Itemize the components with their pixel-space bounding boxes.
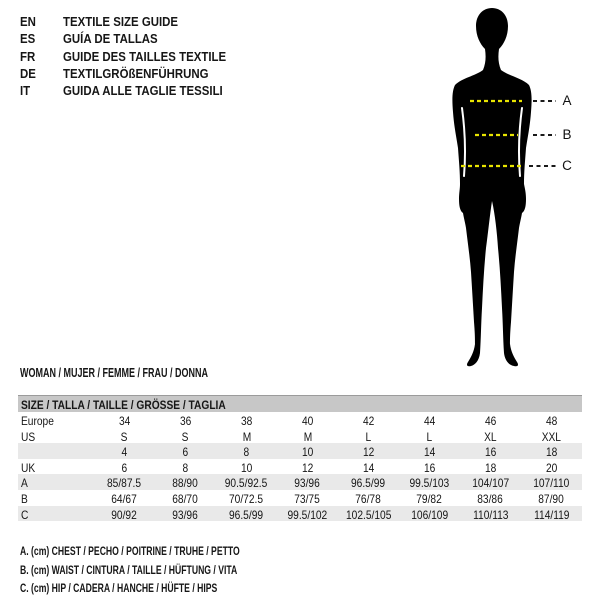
cell-value: 14 [362, 460, 375, 475]
legend-line-waist [20, 561, 325, 580]
silhouette [452, 8, 531, 366]
cell-value: 18 [545, 445, 558, 460]
cell-value: 8 [243, 445, 250, 460]
cell-value: 4 [121, 445, 128, 460]
table-cell [277, 506, 338, 524]
table-cell [399, 506, 460, 524]
table-row [18, 428, 582, 444]
language-list [20, 13, 248, 99]
cell-value: 99.5/102 [287, 507, 328, 522]
language-code: DE [20, 65, 36, 81]
table-cell [338, 506, 399, 524]
cell-value: 16 [484, 445, 497, 460]
language-title: TEXTILE SIZE GUIDE [63, 14, 179, 29]
cell-value: 93/96 [172, 507, 199, 522]
figure-label-c: C [562, 158, 572, 173]
table-cell [521, 506, 582, 524]
cell-value: 90.5/92.5 [225, 476, 268, 491]
row-label: US [21, 429, 36, 444]
cell-value: 107/110 [533, 476, 570, 491]
cell-value: 40 [301, 414, 314, 428]
cell-value: 93/96 [294, 476, 321, 491]
cell-value: 96.5/99 [229, 507, 264, 522]
table-cell [155, 506, 216, 524]
language-title: GUIDE DES TAILLES TEXTILE [63, 48, 227, 64]
cell-value: 18 [484, 460, 497, 475]
cell-value: 8 [182, 460, 189, 475]
cell-value: 16 [423, 460, 436, 475]
language-row [20, 13, 248, 30]
table-cell [216, 506, 277, 524]
cell-value: 79/82 [416, 491, 443, 506]
language-row [20, 82, 248, 99]
cell-value: 76/78 [355, 491, 382, 506]
table-cell [460, 506, 521, 524]
size-table-header-text: SIZE / TALLA / TAILLE / GRÖSSE / TAGLIA [21, 398, 226, 412]
woman-silhouette-figure [430, 0, 600, 380]
language-title: GUIDA ALLE TAGLIE TESSILI [63, 83, 223, 99]
language-title: TEXTILGRÖßENFÜHRUNG [63, 65, 209, 81]
cell-value: 83/86 [477, 491, 504, 506]
cell-value: 64/67 [111, 491, 138, 506]
table-cell [94, 506, 155, 524]
figure-label-b: B [562, 127, 572, 142]
row-label-cell [18, 506, 94, 524]
cell-value: 12 [362, 445, 375, 460]
language-code: FR [20, 48, 36, 64]
cell-value: 88/90 [172, 476, 199, 491]
language-row [20, 65, 248, 82]
cell-value: S [121, 429, 128, 444]
table-row [18, 506, 582, 522]
cell-value: 44 [423, 414, 436, 428]
size-table-body [18, 412, 582, 521]
cell-value: 36 [179, 414, 192, 428]
cell-value: 10 [240, 460, 253, 475]
figure-label-a: A [562, 93, 572, 108]
cell-value: 70/72.5 [229, 491, 264, 506]
cell-value: 42 [362, 414, 375, 428]
cell-value: 110/113 [472, 507, 509, 522]
cell-value: 12 [301, 460, 314, 475]
cell-value: 90/92 [111, 507, 138, 522]
cell-value: 104/107 [472, 476, 509, 491]
legend-text: B. (cm) WAIST / CINTURA / TAILLE / HÜFTUNG / VITA [20, 562, 238, 577]
cell-value: M [242, 429, 251, 444]
legend-text: C. (cm) HIP / CADERA / HANCHE / HÜFTE / HIPS [20, 581, 218, 596]
cell-value: 6 [182, 445, 189, 460]
table-row [18, 490, 582, 506]
cell-value: 85/87.5 [107, 476, 142, 491]
cell-value: 68/70 [172, 491, 199, 506]
language-code: ES [20, 31, 36, 47]
cell-value: 106/109 [411, 507, 448, 522]
cell-value: 48 [545, 414, 558, 428]
cell-value: 34 [118, 414, 131, 428]
cell-value: S [182, 429, 189, 444]
legend-line-chest [20, 542, 325, 561]
cell-value: 46 [484, 414, 497, 428]
size-table-header [18, 395, 582, 412]
table-row [18, 459, 582, 475]
row-label: Europe [21, 414, 54, 428]
language-title: GUÍA DE TALLAS [63, 31, 158, 47]
language-row [20, 48, 248, 65]
legend-text: A. (cm) CHEST / PECHO / POITRINE / TRUHE / PETTO [20, 544, 240, 558]
row-label: C [21, 507, 29, 522]
table-row [18, 412, 582, 428]
language-code: IT [20, 83, 31, 99]
cell-value: L [365, 429, 372, 444]
cell-value: 96.5/99 [351, 476, 386, 491]
row-label: B [21, 491, 28, 506]
cell-value: 73/75 [294, 491, 321, 506]
size-table [18, 395, 582, 521]
cell-value: 38 [240, 414, 253, 428]
section-title-woman: WOMAN / MUJER / FEMME / FRAU / DONNA [20, 366, 208, 380]
cell-value: 114/119 [533, 507, 570, 522]
measurement-legend [20, 542, 325, 598]
cell-value: XL [484, 429, 497, 444]
legend-line-hip [20, 579, 325, 598]
cell-value: 87/90 [538, 491, 565, 506]
cell-value: 102.5/105 [345, 507, 392, 522]
cell-value: L [426, 429, 433, 444]
cell-value: 20 [545, 460, 558, 475]
cell-value: 10 [301, 445, 314, 460]
row-label: UK [21, 460, 36, 475]
table-row [18, 443, 582, 459]
cell-value: 6 [121, 460, 128, 475]
cell-value: M [303, 429, 312, 444]
cell-value: 14 [423, 445, 436, 460]
language-row [20, 30, 248, 47]
row-label: A [21, 476, 28, 491]
cell-value: XXL [541, 429, 562, 444]
table-row [18, 474, 582, 490]
language-code: EN [20, 14, 36, 29]
cell-value: 99.5/103 [409, 476, 450, 491]
